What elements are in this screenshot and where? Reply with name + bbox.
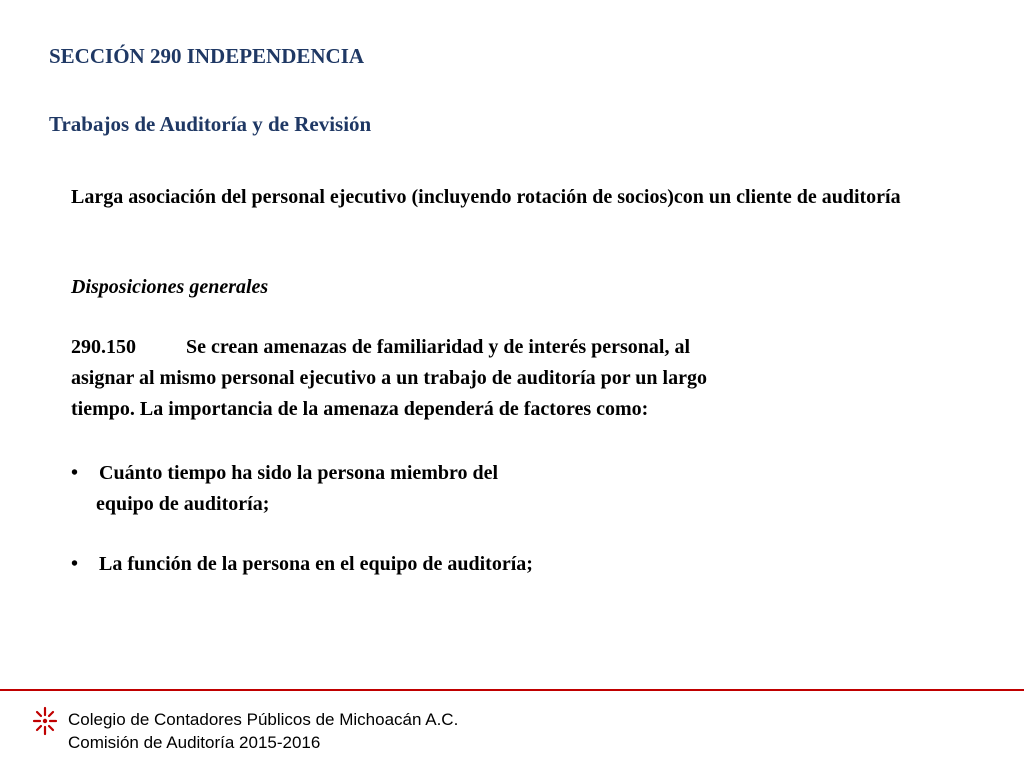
bullet-marker: • <box>71 553 79 575</box>
bullet-text-2: La función de la persona en el equipo de auditoría; <box>99 553 533 575</box>
paragraph-line-1 <box>71 332 931 363</box>
section-title: SECCIÓN 290 INDEPENDENCIA <box>49 44 365 68</box>
topic-heading: Larga asociación del personal ejecutivo (incluyendo rotación de socios)con un cliente de auditoría <box>71 186 901 208</box>
slide-subtitle: Trabajos de Auditoría y de Revisión <box>49 112 372 136</box>
paragraph-line-2: asignar al mismo personal ejecutivo a un trabajo de auditoría por un largo <box>71 367 707 389</box>
bullet-item-1 <box>71 458 498 489</box>
bullet-marker: • <box>71 462 79 484</box>
bullet-text-1: Cuánto tiempo ha sido la persona miembro del <box>99 462 499 484</box>
paragraph-text-1: Se crean amenazas de familiaridad y de interés personal, al <box>186 336 691 358</box>
starburst-logo-icon <box>32 706 58 736</box>
general-provisions-heading: Disposiciones generales <box>71 276 269 298</box>
footer-organization: Colegio de Contadores Públicos de Michoacán A.C. <box>68 710 459 729</box>
bullet-item-2 <box>71 549 533 580</box>
footer-divider <box>0 689 1024 691</box>
paragraph-number: 290.150 <box>71 336 136 358</box>
paragraph-line-3: tiempo. La importancia de la amenaza dependerá de factores como: <box>71 398 649 420</box>
bullet-item-1-continuation: equipo de auditoría; <box>96 493 270 515</box>
footer-committee: Comisión de Auditoría 2015-2016 <box>68 733 321 752</box>
paragraph-290-150 <box>71 332 931 425</box>
